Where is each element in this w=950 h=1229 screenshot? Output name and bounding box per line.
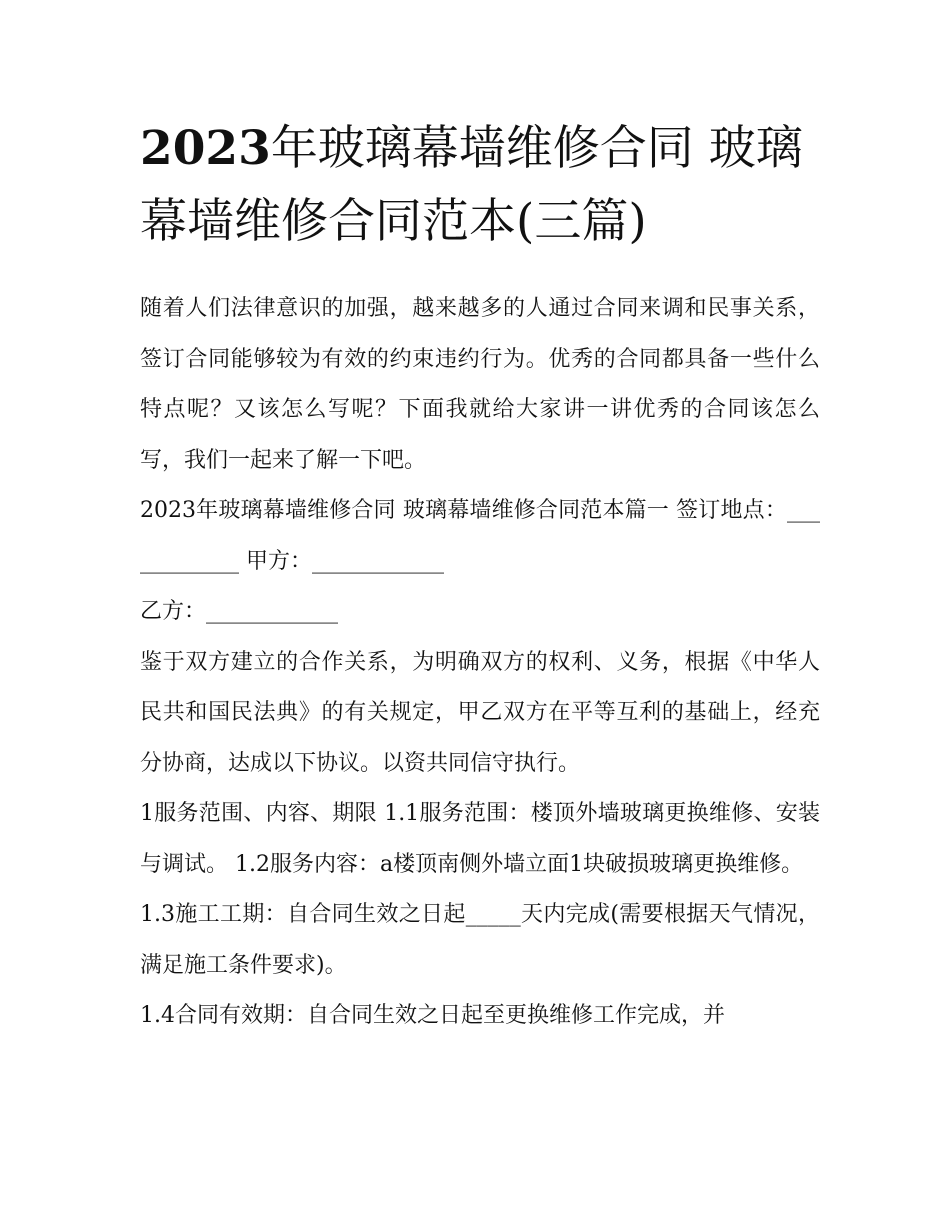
title-year: 2023	[140, 121, 271, 176]
preamble-paragraph: 鉴于双方建立的合作关系，为明确双方的权利、义务，根据《中华人民共和国民法典》的有关规定，甲乙双方在平等互利的基础上，经充分协商，达成以下协议。以资共同信守执行。	[140, 649, 820, 776]
validity-period-paragraph: 1.4合同有效期：自合同生效之日起至更换维修工作完成，并	[140, 1003, 725, 1028]
party-b-paragraph: 乙方：____________	[140, 599, 339, 624]
document-page	[140, 112, 820, 1042]
service-scope-paragraph: 1服务范围、内容、期限 1.1服务范围：楼顶外墙玻璃更换维修、安装与调试。 1.2服务内容：a楼顶南侧外墙立面1块破损玻璃更换维修。	[140, 801, 820, 877]
construction-period-paragraph: 1.3施工工期：自合同生效之日起_____天内完成(需要根据天气情况，满足施工条件要求)。	[140, 902, 820, 978]
intro-paragraph: 随着人们法律意识的加强，越来越多的人通过合同来调和民事关系，签订合同能够较为有效的约束违约行为。优秀的合同都具备一些什么特点呢？又该怎么写呢？下面我就给大家讲一讲优秀的合同该怎么写，我们一起来了解一下吧。	[140, 296, 820, 473]
contract-heading-paragraph: 2023年玻璃幕墙维修合同 玻璃幕墙维修合同范本篇一 签订地点：____________ 甲方：____________	[140, 498, 820, 574]
document-title	[140, 112, 820, 258]
title-text: 年玻璃幕墙维修合同 玻璃幕墙维修合同范本(三篇)	[140, 121, 803, 249]
